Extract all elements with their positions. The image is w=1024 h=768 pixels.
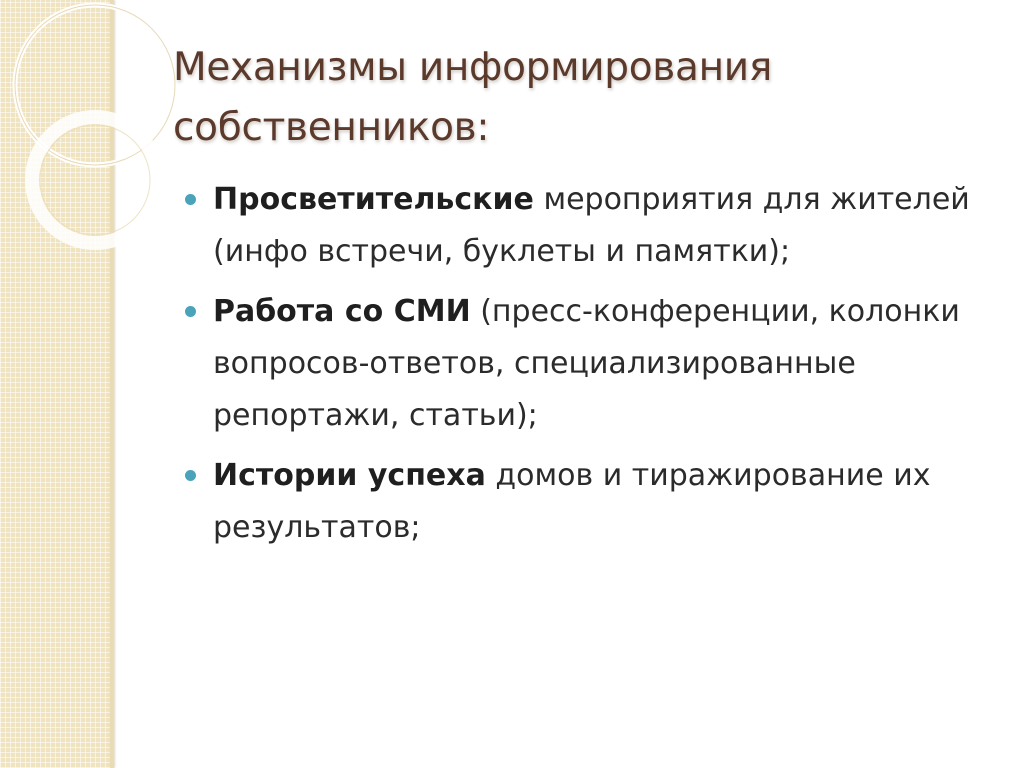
bullet-item-education [185, 174, 985, 278]
bullet-dot-icon [185, 306, 196, 317]
bullet-list [185, 174, 985, 562]
bullet-item-media [185, 286, 985, 442]
bullet-bold-text: Работа со СМИ [213, 294, 471, 329]
bullet-bold-text: Истории успеха [213, 458, 486, 493]
bullet-bold-text: Просветительские [213, 182, 534, 217]
slide-title-line-2: собственников: [173, 105, 490, 150]
slide-title [173, 38, 953, 158]
bullet-dot-icon [185, 470, 196, 481]
bullet-dot-icon [185, 194, 196, 205]
bullet-text: домов и тиражирование их результатов; [213, 458, 931, 545]
slide-title-line-1: Механизмы информирования [173, 45, 772, 90]
bullet-text: (пресс-конференции, колонки вопросов-ответов, специализированные репортажи, статьи); [213, 294, 960, 433]
decorative-side-panel [0, 0, 113, 768]
bullet-text: мероприятия для жителей (инфо встречи, буклеты и памятки); [213, 182, 970, 269]
side-panel-border [110, 0, 114, 768]
bullet-item-success-stories [185, 450, 985, 554]
